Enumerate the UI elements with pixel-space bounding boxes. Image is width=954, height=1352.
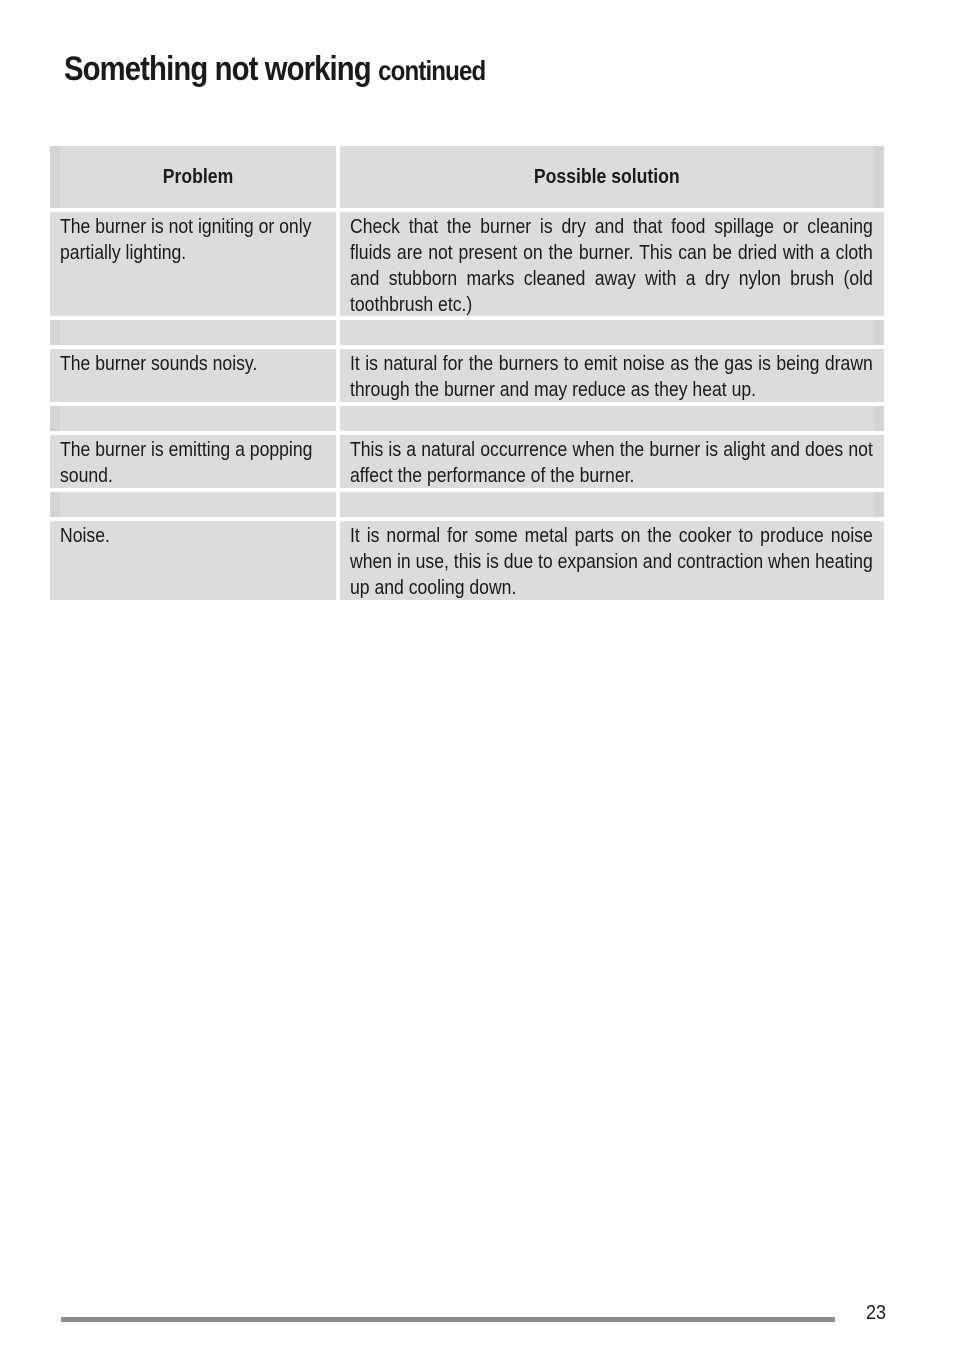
spacer-cell xyxy=(340,320,884,345)
spacer-cell xyxy=(50,492,336,517)
solution-text: This is a natural occurrence when the burner is alight and does not affect the performance of the burner. xyxy=(350,439,873,487)
troubleshooting-table xyxy=(50,146,884,604)
footer-rule xyxy=(61,1317,835,1322)
table-spacer-row xyxy=(50,320,884,345)
solution-text: It is natural for the burners to emit noise as the gas is being drawn through the burner and may reduce as they heat up. xyxy=(350,353,873,401)
problem-cell xyxy=(50,349,336,402)
table-spacer-row xyxy=(50,492,884,517)
table-row xyxy=(50,521,884,600)
header-solution-label: Possible solution xyxy=(534,166,680,188)
problem-cell xyxy=(50,521,336,600)
table-row xyxy=(50,349,884,402)
solution-text: Check that the burner is dry and that food spillage or cleaning fluids are not present on the burner. This can be dried with a cloth and stubborn marks cleaned away with a dry nylon brush (old toothbrush etc.) xyxy=(350,216,873,316)
table-row xyxy=(50,435,884,488)
spacer-cell xyxy=(340,406,884,431)
solution-cell xyxy=(340,212,884,316)
problem-text: The burner is not igniting or only partially lighting. xyxy=(60,216,312,264)
table-spacer-row xyxy=(50,406,884,431)
solution-cell xyxy=(340,435,884,488)
solution-text: It is normal for some metal parts on the cooker to produce noise when in use, this is due to expansion and contraction when heating up and cooling down. xyxy=(350,525,873,599)
solution-cell xyxy=(340,349,884,402)
solution-cell xyxy=(340,521,884,600)
page-number: 23 xyxy=(866,1302,887,1324)
problem-text: Noise. xyxy=(60,525,110,547)
problem-text: The burner is emitting a popping sound. xyxy=(60,439,313,487)
spacer-cell xyxy=(50,406,336,431)
page-title xyxy=(64,50,485,89)
problem-text: The burner sounds noisy. xyxy=(60,353,258,375)
spacer-cell xyxy=(50,320,336,345)
header-problem-label: Problem xyxy=(162,166,234,188)
header-problem xyxy=(50,146,336,208)
problem-cell xyxy=(50,212,336,316)
title-main: Something not working xyxy=(64,50,371,88)
spacer-cell xyxy=(340,492,884,517)
header-solution xyxy=(340,146,884,208)
title-suffix: continued xyxy=(378,55,486,86)
table-row xyxy=(50,212,884,316)
table-header-row xyxy=(50,146,884,208)
problem-cell xyxy=(50,435,336,488)
